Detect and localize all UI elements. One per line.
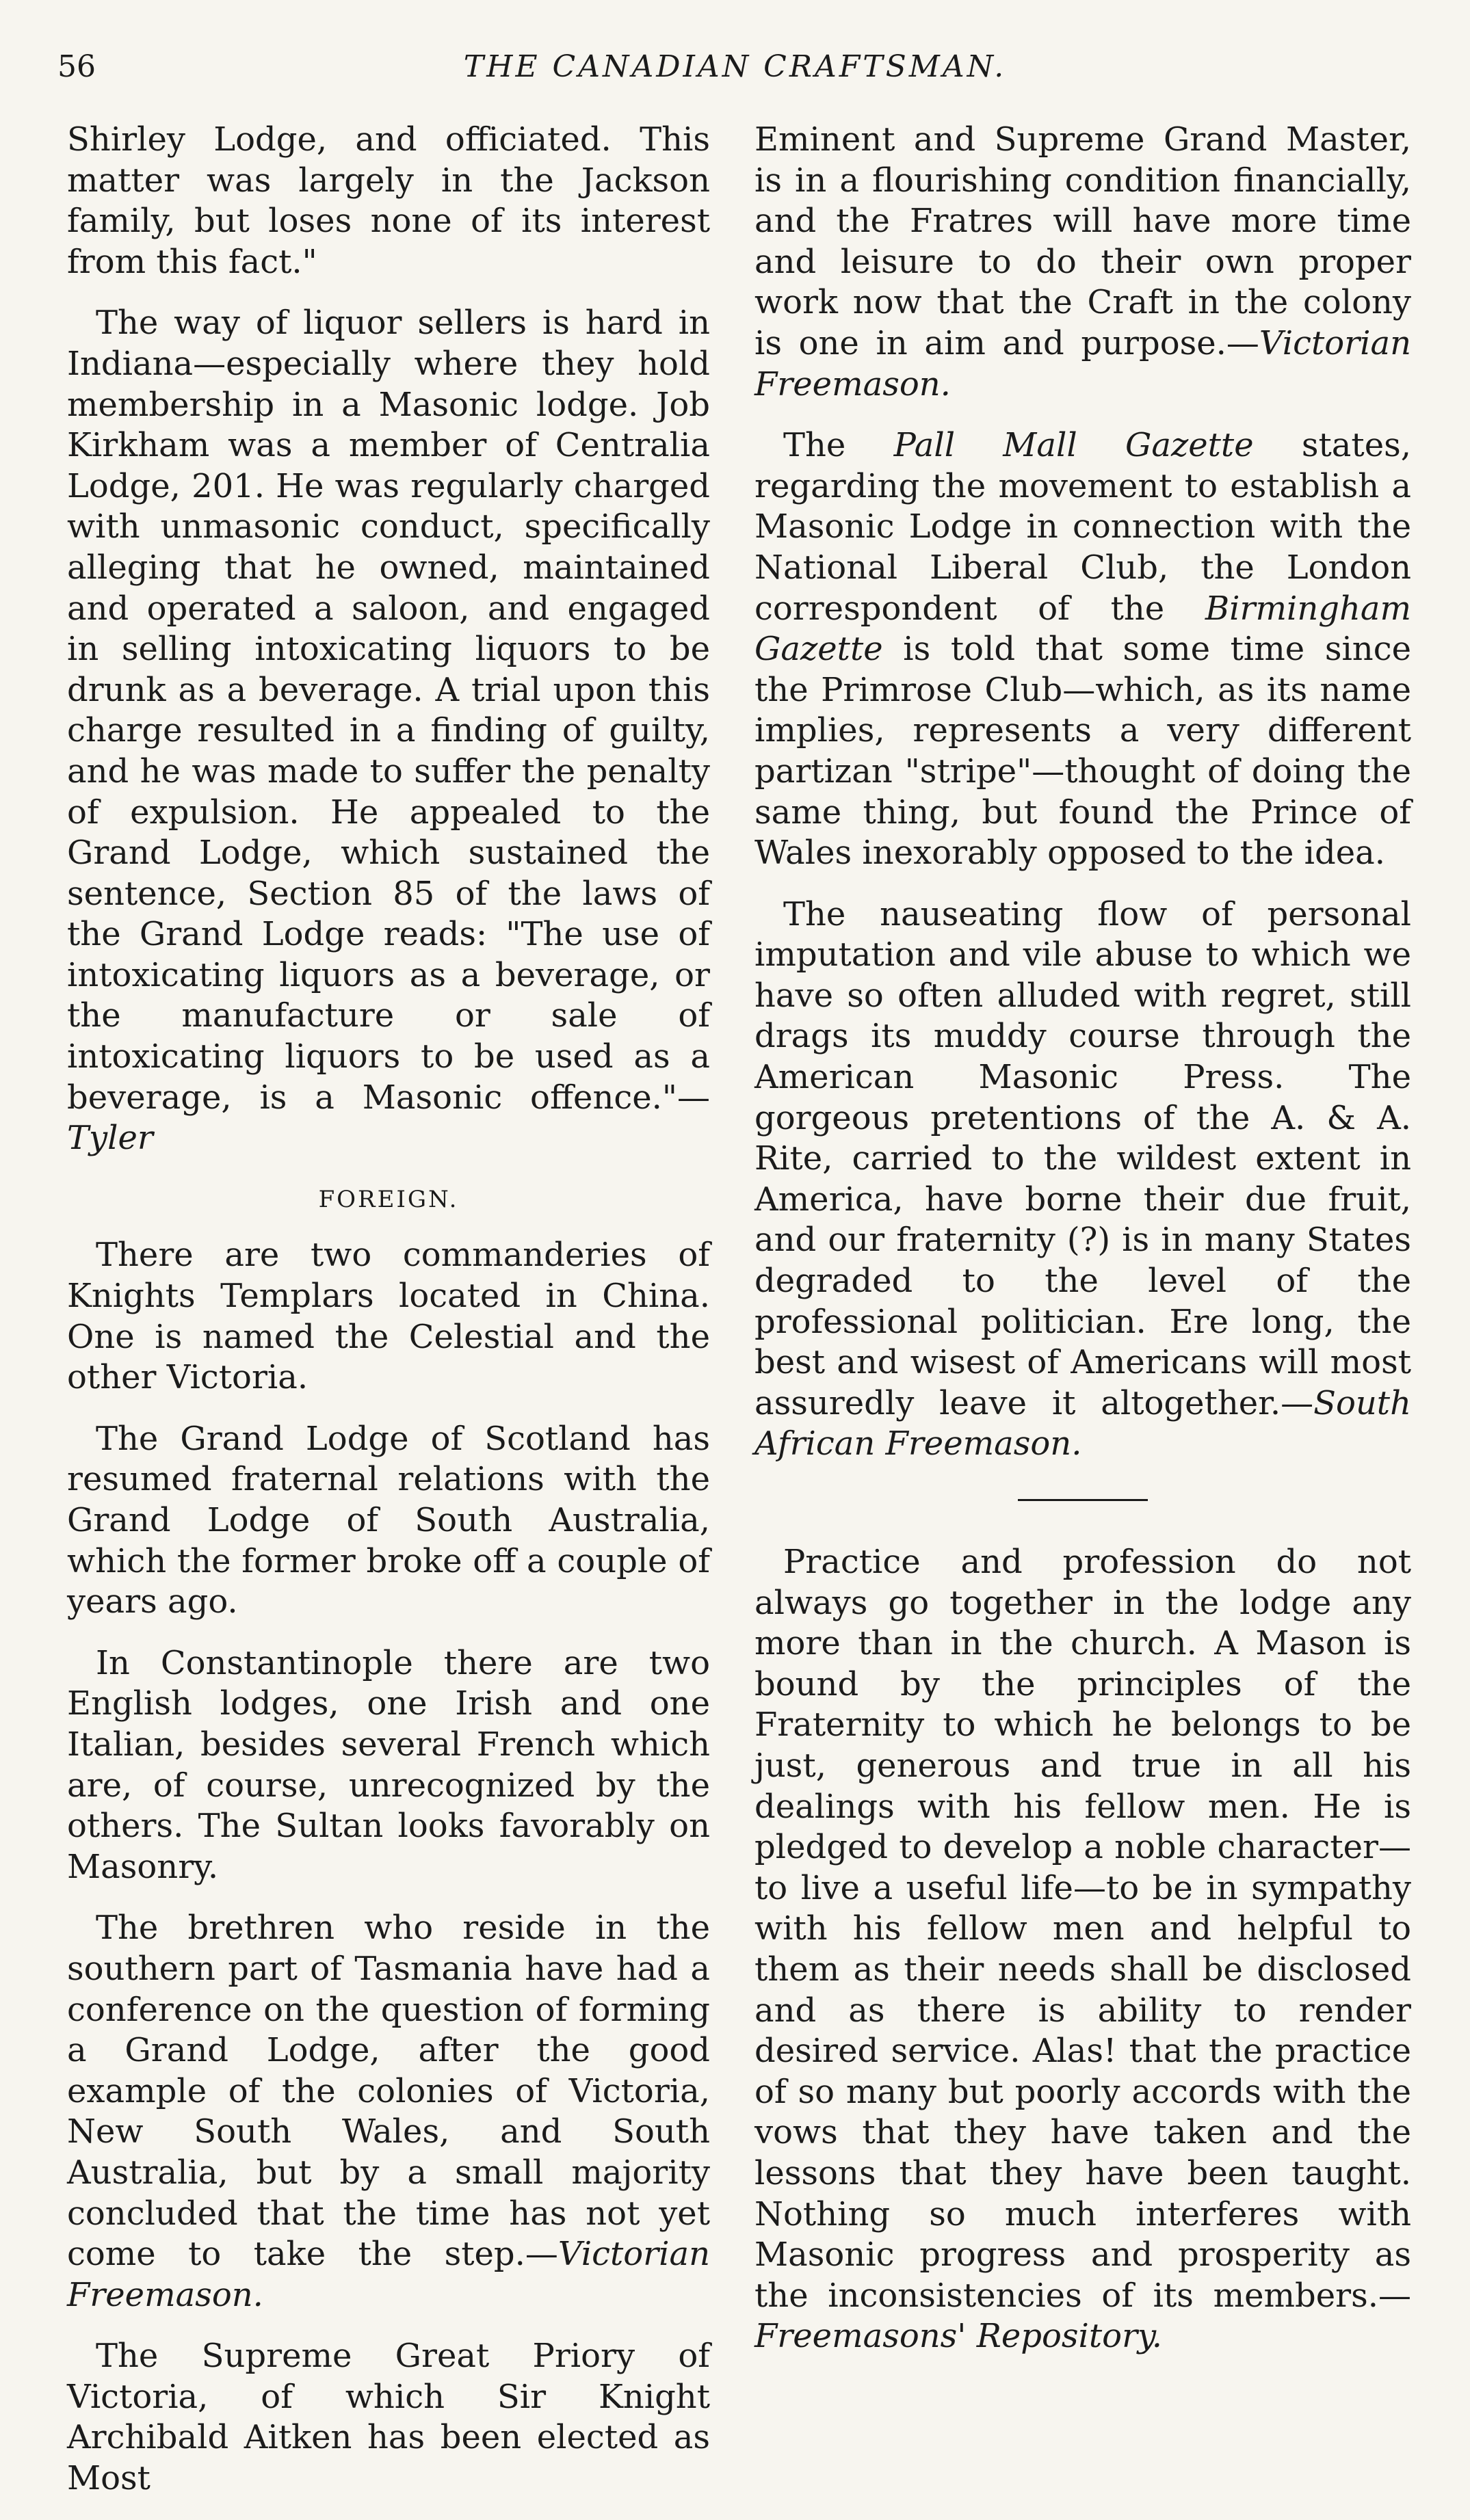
running-title: THE CANADIAN CRAFTSMAN.: [463, 49, 1007, 84]
article-paragraph: The Supreme Great Priory of Victoria, of which Sir Knight Archibald Aitken has been elected as Most: [67, 2337, 710, 2498]
article-paragraph: The brethren who reside in the southern part of Tasmania have had a conference on the question of forming a Grand Lodge, after the good example of the colonies of Victoria, New South Wales, and South Australia, but by a small majority concluded that the time has not yet come to take the step.—Victorian Freemason.: [67, 1909, 710, 2314]
page-header: [57, 49, 1413, 97]
publication-title: Birmingham Gazette: [754, 589, 1411, 669]
article-paragraph: The Pall Mall Gazette states, regarding the movement to establish a Masonic Lodge in connection with the National Liberal Club, the London correspondent of the Birmingham Gazette is told that some time since the Primrose Club—which, as its name implies, represents a very different partizan "stripe"—thought of doing the same thing, but found the Prince of Wales inexorably opposed to the idea.: [754, 426, 1411, 873]
article-paragraph: Practice and profession do not always go together in the lodge any more than in the church. A Mason is bound by the principles of the Fraternity to which he belongs to be just, generous and true in all his dealings with his fellow men. He is pledged to develop a noble character—to live a useful life—to be in sympathy with his fellow men and helpful to them as their needs shall be disclosed and as there is ability to render desired service. Alas! that the practice of so many but poorly accords with the vows that they have taken and the lessons that they have been taught. Nothing so much interferes with Masonic progress and prosperity as the inconsistencies of its members.—Freemasons' Repository.: [754, 1543, 1411, 2356]
section-heading: FOREIGN.: [318, 1185, 459, 1213]
article-paragraph: Eminent and Supreme Grand Master, is in a flourishing condition financially, and the Fratres will have more time and leisure to do their own proper work now that the Craft in the colony is one in aim and purpose.—Victorian Freemason.: [754, 120, 1411, 403]
right-column: [754, 120, 1411, 2378]
source-citation: Freemasons' Repository.: [754, 2317, 1163, 2356]
source-citation: South African Freemason.: [754, 1383, 1411, 1463]
publication-title: Pall Mall Gazette: [893, 426, 1254, 465]
article-paragraph: The way of liquor sellers is hard in Indiana—especially where they hold membership in a Masonic lodge. Job Kirkham was a member of Centralia Lodge, 201. He was regularly charged with unmasonic conduct, specifically alleging that he owned, maintained and operated a saloon, and engaged in selling intoxicating liquors to be drunk as a beverage. A trial upon this charge resulted in a finding of guilty, and he was made to suffer the penalty of expulsion. He appealed to the Grand Lodge, which sustained the sentence, Section 85 of the laws of the Grand Lodge reads: "The use of intoxicating liquors as a beverage, or the manufacture or sale of intoxicating liquors to be used as a beverage, is a Masonic offence."—Tyler: [67, 304, 710, 1158]
source-citation: Victorian Freemason.: [67, 2235, 710, 2314]
source-citation: Victorian Freemason.: [754, 323, 1411, 403]
section-divider: [1018, 1499, 1148, 1501]
article-paragraph: The nauseating flow of personal imputation and vile abuse to which we have so often alluded with regret, still drags its muddy course through the American Masonic Press. The gorgeous pretentions of the A. & A. Rite, carried to the wildest extent in America, have borne their due fruit, and our fraternity (?) is in many States degraded to the level of the professional politician. Ere long, the best and wisest of Americans will most assuredly leave it altogether.—South African Freemason.: [754, 894, 1411, 1463]
source-citation: Tyler: [67, 1119, 153, 1158]
article-paragraph: Shirley Lodge, and officiated. This matter was largely in the Jackson family, but loses none of its interest from this fact.": [67, 120, 710, 281]
page-number: 56: [57, 49, 96, 84]
left-column: [67, 120, 710, 2520]
article-paragraph: There are two commanderies of Knights Templars located in China. One is named the Celestial and the other Victoria.: [67, 1236, 710, 1397]
article-paragraph: In Constantinople there are two English lodges, one Irish and one Italian, besides several French which are, of course, unrecognized by the others. The Sultan looks favorably on Masonry.: [67, 1643, 710, 1886]
article-paragraph: The Grand Lodge of Scotland has resumed fraternal relations with the Grand Lodge of South Australia, which the former broke off a couple of years ago.: [67, 1419, 710, 1621]
